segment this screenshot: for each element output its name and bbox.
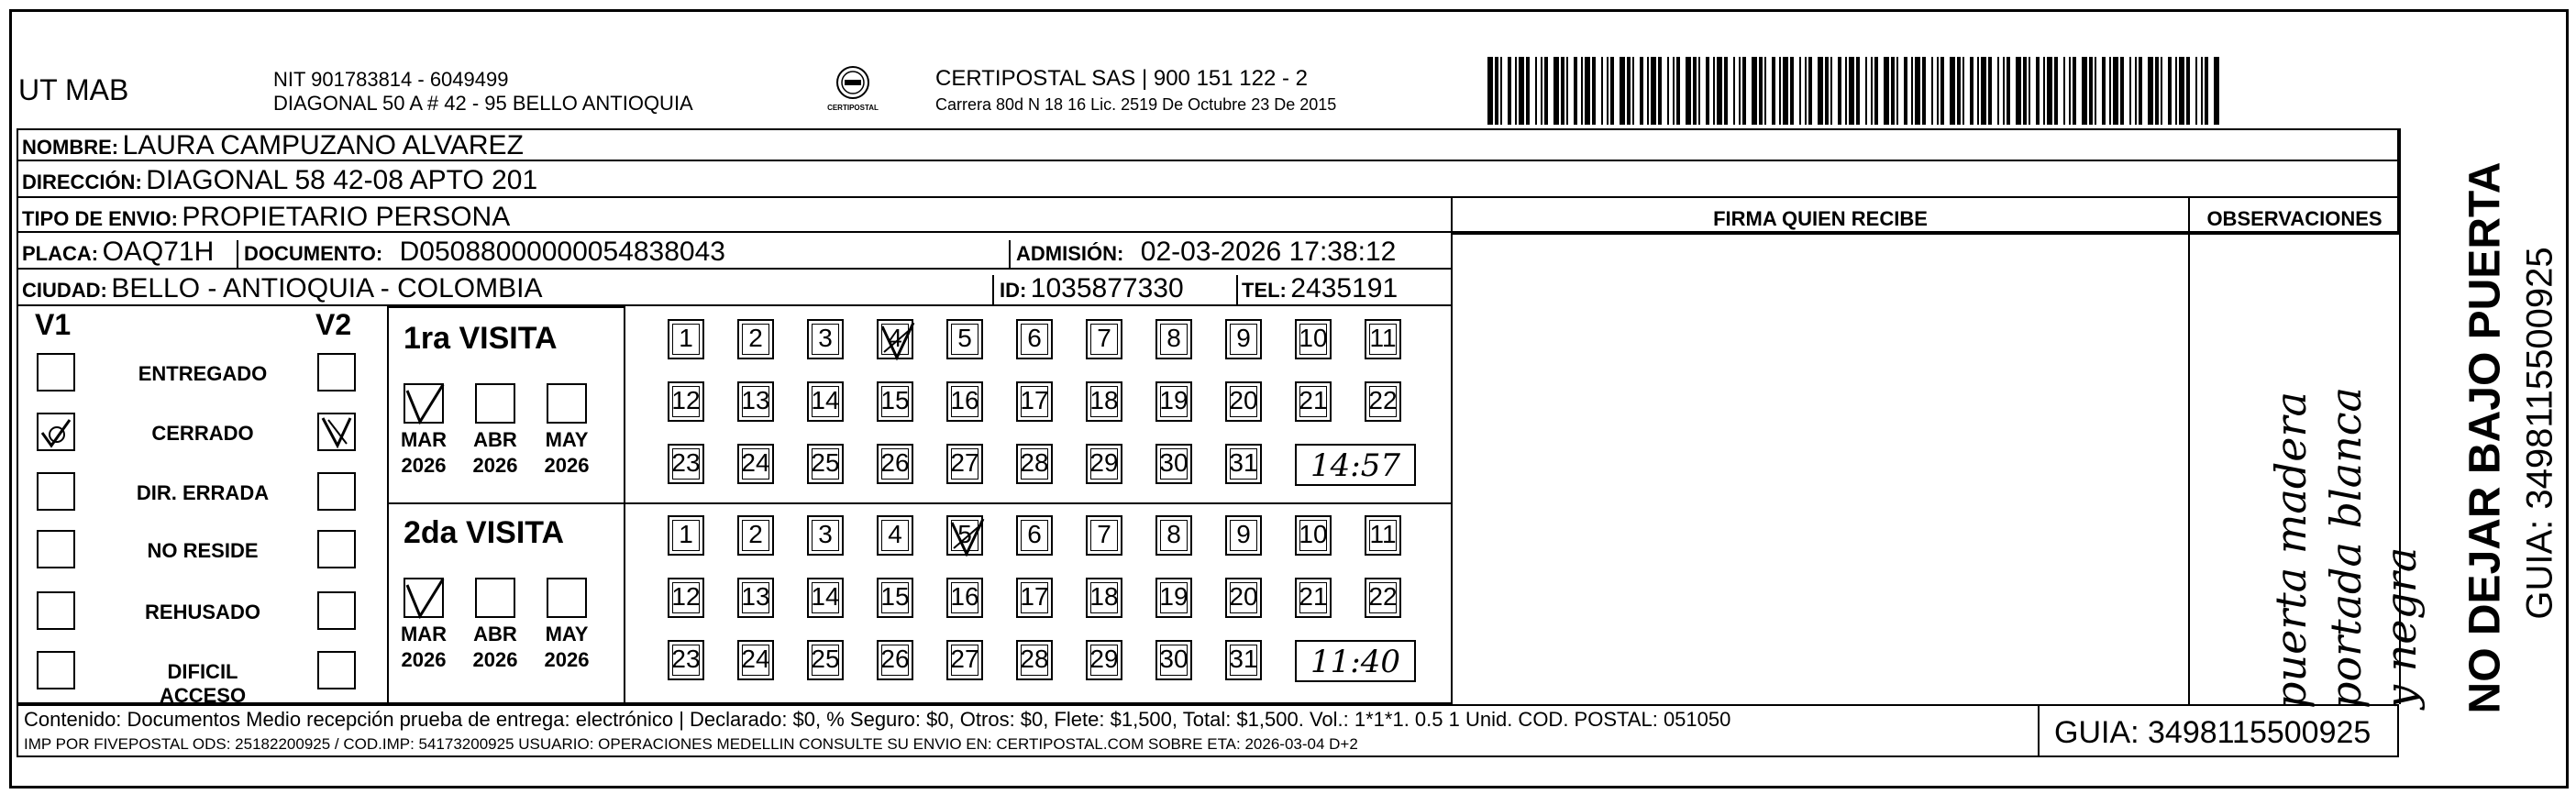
second-visit-day-17[interactable]: 17 xyxy=(1016,578,1053,618)
second-visit-day-27[interactable]: 27 xyxy=(946,640,983,680)
v2-check-mark xyxy=(319,414,354,449)
v1-checkbox[interactable] xyxy=(37,530,75,568)
status-label: DIFICIL ACCESO xyxy=(159,660,247,707)
footer-guia: GUIA: 3498115500925 xyxy=(2054,715,2371,750)
second-visit-day-16[interactable]: 16 xyxy=(946,578,983,618)
first-visit-day-2[interactable]: 2 xyxy=(737,319,774,359)
tipo-label: TIPO DE ENVIO: xyxy=(22,207,178,230)
v2-checkbox[interactable] xyxy=(317,591,356,630)
shipment-type: PROPIETARIO PERSONA xyxy=(182,202,511,232)
first-visit-title: 1ra VISITA xyxy=(404,321,558,356)
company-name: UT MAB xyxy=(18,73,129,106)
svg-text:CERTIPOSTAL: CERTIPOSTAL xyxy=(827,104,879,112)
second-visit-day-8[interactable]: 8 xyxy=(1155,515,1192,556)
status-label: CERRADO xyxy=(151,422,254,445)
first-visit-day-29[interactable]: 29 xyxy=(1086,444,1122,484)
documento-value: D05088000000054838043 xyxy=(399,237,725,267)
first-visit-day-10[interactable]: 10 xyxy=(1295,319,1332,359)
first-visit-day-20[interactable]: 20 xyxy=(1225,381,1262,422)
placa-label: PLACA: xyxy=(22,242,99,265)
second-visit-day-6[interactable]: 6 xyxy=(1016,515,1053,556)
first-visit-day-31[interactable]: 31 xyxy=(1225,444,1262,484)
v2-label: V2 xyxy=(315,308,352,341)
second-visit-time: 11:40 xyxy=(1295,640,1416,682)
second-visit-day-15[interactable]: 15 xyxy=(877,578,913,618)
second-visit-day-18[interactable]: 18 xyxy=(1086,578,1122,618)
first-visit-time: 14:57 xyxy=(1295,444,1416,486)
v1-checkbox[interactable] xyxy=(37,353,75,391)
first-visit-day-24[interactable]: 24 xyxy=(737,444,774,484)
second-visit-day-3[interactable]: 3 xyxy=(807,515,844,556)
first-visit-month-checkbox[interactable] xyxy=(404,383,444,424)
status-label: ENTREGADO xyxy=(138,362,268,385)
tel-value: 2435191 xyxy=(1290,273,1399,303)
first-visit-day-check-mark xyxy=(879,321,915,361)
second-visit-day-20[interactable]: 20 xyxy=(1225,578,1262,618)
v2-checkbox[interactable] xyxy=(317,353,356,391)
second-visit-day-29[interactable]: 29 xyxy=(1086,640,1122,680)
second-visit-day-5[interactable]: 5 xyxy=(946,515,983,556)
admision-value: 02-03-2026 17:38:12 xyxy=(1140,237,1397,267)
second-visit-day-26[interactable]: 26 xyxy=(877,640,913,680)
ciudad-value: BELLO - ANTIOQUIA - COLOMBIA xyxy=(111,273,543,303)
second-visit-day-24[interactable]: 24 xyxy=(737,640,774,680)
obs-line-1: puerta madera xyxy=(2266,391,2316,709)
second-visit-day-23[interactable]: 23 xyxy=(668,640,704,680)
first-visit-month-label: MAR 2026 xyxy=(400,428,448,477)
first-visit-day-6[interactable]: 6 xyxy=(1016,319,1053,359)
documento-label: DOCUMENTO: xyxy=(244,242,383,265)
second-visit-day-21[interactable]: 21 xyxy=(1295,578,1332,618)
ciudad-label: CIUDAD: xyxy=(22,279,107,302)
second-visit-day-14[interactable]: 14 xyxy=(807,578,844,618)
side-guia: GUIA: 3498115500925 xyxy=(2519,247,2560,620)
status-label: NO RESIDE xyxy=(147,539,259,562)
first-visit-day-1[interactable]: 1 xyxy=(668,319,704,359)
second-visit-day-1[interactable]: 1 xyxy=(668,515,704,556)
second-visit-title: 2da VISITA xyxy=(404,515,565,550)
first-visit-day-3[interactable]: 3 xyxy=(807,319,844,359)
barcode xyxy=(1487,57,2221,125)
first-visit-day-26[interactable]: 26 xyxy=(877,444,913,484)
v1-checkbox[interactable] xyxy=(37,591,75,630)
second-visit-day-check-mark xyxy=(948,517,985,557)
direccion-label: DIRECCIÓN: xyxy=(22,171,142,193)
first-visit-day-4[interactable]: 4 xyxy=(877,319,913,359)
second-visit-day-22[interactable]: 22 xyxy=(1365,578,1401,618)
first-visit-day-21[interactable]: 21 xyxy=(1295,381,1332,422)
second-visit-day-28[interactable]: 28 xyxy=(1016,640,1053,680)
first-visit-day-5[interactable]: 5 xyxy=(946,319,983,359)
first-visit-day-19[interactable]: 19 xyxy=(1155,381,1192,422)
v2-checkbox[interactable] xyxy=(317,472,356,511)
first-visit-month-checkbox[interactable] xyxy=(475,383,515,424)
first-visit-day-8[interactable]: 8 xyxy=(1155,319,1192,359)
v2-checkbox[interactable] xyxy=(317,530,356,568)
second-visit-day-25[interactable]: 25 xyxy=(807,640,844,680)
side-panel xyxy=(2403,147,2568,715)
first-visit-day-25[interactable]: 25 xyxy=(807,444,844,484)
second-visit-month-checkbox[interactable] xyxy=(475,578,515,618)
no-dejar-warning: NO DEJAR BAJO PUERTA xyxy=(2460,161,2510,714)
placa-value: OAQ71H xyxy=(102,237,215,267)
id-value: 1035877330 xyxy=(1030,273,1184,303)
observaciones-handwriting xyxy=(2190,235,2426,709)
firma-header: FIRMA QUIEN RECIBE xyxy=(1713,207,1928,230)
v1-check-mark xyxy=(39,414,73,449)
second-visit-month-checkbox[interactable] xyxy=(404,578,444,618)
second-visit-month-label: MAY 2026 xyxy=(544,623,590,671)
first-visit-day-30[interactable]: 30 xyxy=(1155,444,1192,484)
second-visit-day-13[interactable]: 13 xyxy=(737,578,774,618)
first-visit-day-12[interactable]: 12 xyxy=(668,381,704,422)
footer-imp: IMP POR FIVEPOSTAL ODS: 25182200925 / COD.IMP: 54173200925 USUARIO: OPERACIONES MEDELLIN CONSULTE SU ENVIO EN: CERTIPOSTAL.COM SOBRE ETA: 2026-03-04 D+2 xyxy=(24,735,1358,753)
obs-line-2: portada blanca xyxy=(2321,387,2371,709)
obs-line-3: y negra xyxy=(2376,546,2426,709)
first-visit-day-28[interactable]: 28 xyxy=(1016,444,1053,484)
carrier-name: CERTIPOSTAL SAS | 900 151 122 - 2 xyxy=(935,66,1308,91)
company-address: DIAGONAL 50 A # 42 - 95 BELLO ANTIOQUIA xyxy=(273,92,693,115)
second-visit-day-19[interactable]: 19 xyxy=(1155,578,1192,618)
second-visit-month-label: MAR 2026 xyxy=(400,623,448,671)
first-visit-day-11[interactable]: 11 xyxy=(1365,319,1401,359)
v2-checkbox[interactable] xyxy=(317,651,356,689)
first-visit-day-27[interactable]: 27 xyxy=(946,444,983,484)
first-visit-month-label: MAY 2026 xyxy=(544,428,590,477)
first-visit-day-18[interactable]: 18 xyxy=(1086,381,1122,422)
company-nit: NIT 901783814 - 6049499 xyxy=(273,68,509,91)
observaciones-header: OBSERVACIONES xyxy=(2206,207,2383,230)
v1-checkbox[interactable] xyxy=(37,651,75,689)
first-visit-day-14[interactable]: 14 xyxy=(807,381,844,422)
v2-checkbox[interactable] xyxy=(317,413,356,451)
second-visit-day-12[interactable]: 12 xyxy=(668,578,704,618)
second-visit-day-11[interactable]: 11 xyxy=(1365,515,1401,556)
second-visit-month-checkbox[interactable] xyxy=(547,578,587,618)
status-label: DIR. ERRADA xyxy=(136,481,270,504)
second-visit-day-30[interactable]: 30 xyxy=(1155,640,1192,680)
first-visit-month-checkbox[interactable] xyxy=(547,383,587,424)
first-visit-day-15[interactable]: 15 xyxy=(877,381,913,422)
first-visit-month-label: ABR 2026 xyxy=(472,428,518,477)
first-visit-day-17[interactable]: 17 xyxy=(1016,381,1053,422)
second-visit-day-10[interactable]: 10 xyxy=(1295,515,1332,556)
certipostal-logo xyxy=(814,62,891,117)
status-label: REHUSADO xyxy=(145,601,260,623)
tel-label: TEL: xyxy=(1242,279,1287,302)
v1-checkbox[interactable] xyxy=(37,413,75,451)
nombre-label: NOMBRE: xyxy=(22,136,119,159)
admision-label: ADMISIÓN: xyxy=(1016,242,1124,265)
second-visit-day-2[interactable]: 2 xyxy=(737,515,774,556)
footer-contenido: Contenido: Documentos Medio recepción prueba de entrega: electrónico | Declarado: $0, % Seguro: $0, Otros: $0, Flete: $1,500, Total: $1,500. Vol.: 1*1*1. 0.5 1 Unid. COD. POSTAL: 051050 xyxy=(24,708,1731,731)
second-visit-day-31[interactable]: 31 xyxy=(1225,640,1262,680)
recipient-name: LAURA CAMPUZANO ALVAREZ xyxy=(122,130,524,160)
first-visit-day-13[interactable]: 13 xyxy=(737,381,774,422)
second-visit-day-9[interactable]: 9 xyxy=(1225,515,1262,556)
first-visit-day-23[interactable]: 23 xyxy=(668,444,704,484)
recipient-address: DIAGONAL 58 42-08 APTO 201 xyxy=(146,165,538,195)
first-visit-day-22[interactable]: 22 xyxy=(1365,381,1401,422)
id-label: ID: xyxy=(1000,279,1027,302)
first-visit-day-7[interactable]: 7 xyxy=(1086,319,1122,359)
v1-checkbox[interactable] xyxy=(37,472,75,511)
first-visit-day-9[interactable]: 9 xyxy=(1225,319,1262,359)
first-visit-day-16[interactable]: 16 xyxy=(946,381,983,422)
v1-label: V1 xyxy=(35,308,72,341)
second-visit-day-4[interactable]: 4 xyxy=(877,515,913,556)
second-visit-month-label: ABR 2026 xyxy=(472,623,518,671)
carrier-license: Carrera 80d N 18 16 Lic. 2519 De Octubre 23 De 2015 xyxy=(935,95,1337,114)
second-visit-day-7[interactable]: 7 xyxy=(1086,515,1122,556)
